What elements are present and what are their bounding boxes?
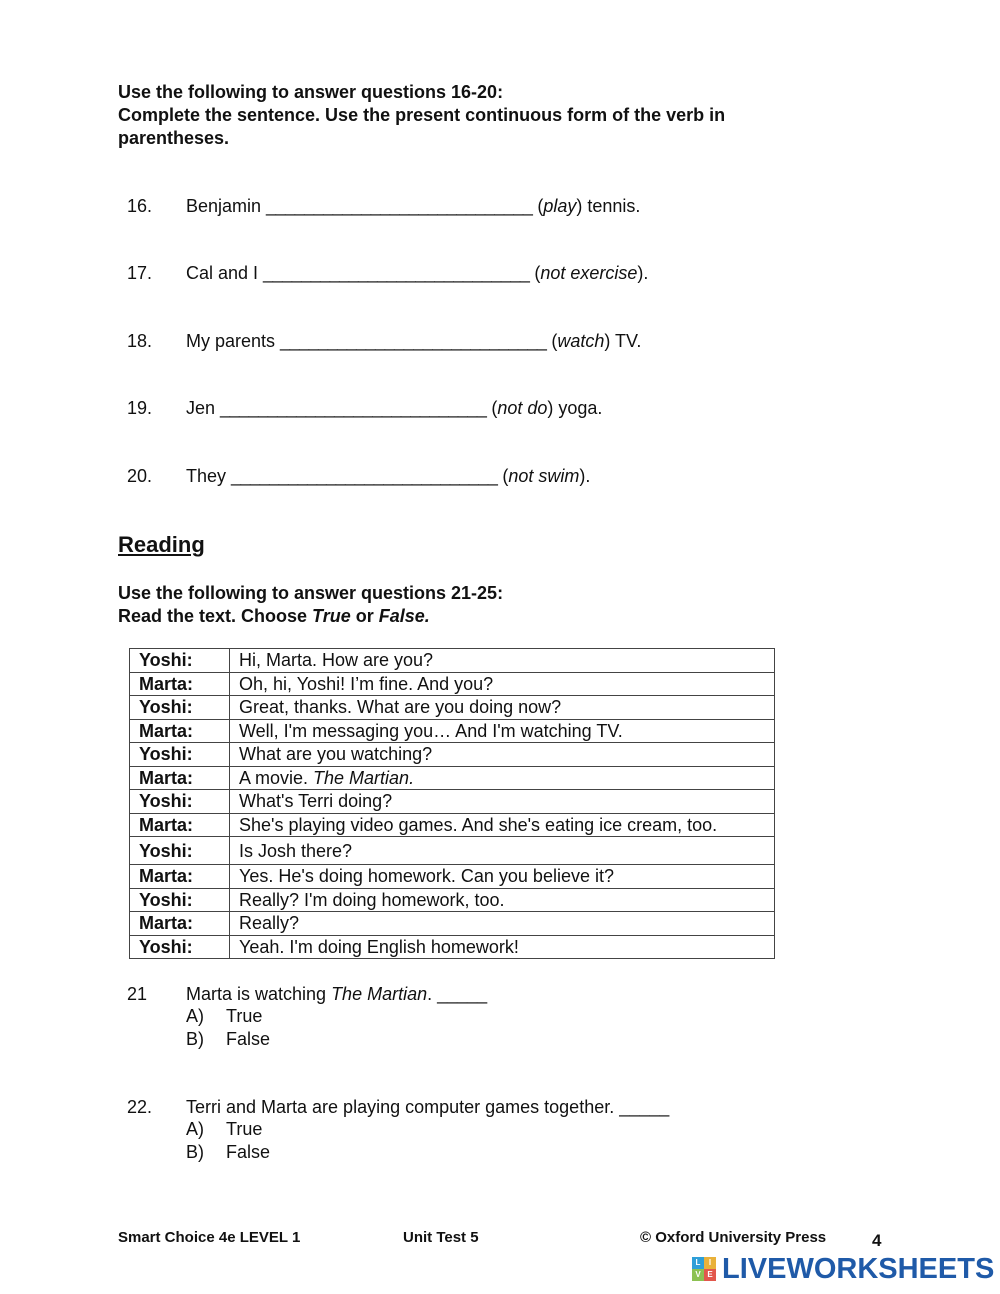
dialogue-line: Yeah. I'm doing English homework!: [230, 935, 775, 959]
dialogue-line: Yes. He's doing homework. Can you believe it?: [230, 865, 775, 889]
dialogue-line: A movie. The Martian.: [230, 766, 775, 790]
verb-hint: watch: [557, 331, 605, 351]
question-text: Marta is watching: [186, 984, 332, 1004]
instruction-line: parentheses.: [118, 128, 230, 148]
footer-publisher: © Oxford University Press: [640, 1229, 827, 1246]
dialogue-row: [130, 696, 775, 720]
question-number: 22.: [127, 1097, 153, 1117]
footer-unit: Unit Test 5: [403, 1229, 479, 1246]
footer-book: Smart Choice 4e LEVEL 1: [118, 1229, 301, 1246]
movie-title: The Martian.: [313, 767, 415, 788]
instruction-21-25: [118, 582, 503, 628]
verb-hint: not swim: [508, 466, 580, 486]
option-letter: B): [186, 1142, 204, 1162]
speaker: Yoshi:: [130, 696, 230, 720]
verb-hint: play: [543, 196, 577, 216]
option-text: True: [226, 1006, 263, 1026]
dialogue-line: Really?: [230, 912, 775, 936]
dialogue-row: [130, 888, 775, 912]
speaker: Marta:: [130, 672, 230, 696]
speaker: Yoshi:: [130, 888, 230, 912]
speaker: Marta:: [130, 813, 230, 837]
question-text: Cal and I: [186, 263, 264, 283]
question-number: 20.: [127, 466, 153, 486]
option-text: False: [226, 1029, 271, 1049]
speaker: Marta:: [130, 766, 230, 790]
option-letter: B): [186, 1029, 204, 1049]
dialogue-line: Great, thanks. What are you doing now?: [230, 696, 775, 720]
dialogue-line: What are you watching?: [230, 743, 775, 767]
speaker: Yoshi:: [130, 837, 230, 865]
dialogue-row: [130, 790, 775, 814]
speaker: Yoshi:: [130, 935, 230, 959]
dialogue-line: She's playing video games. And she's eating ice cream, too.: [230, 813, 775, 837]
instruction-line: Complete the sentence. Use the present continuous form of the verb in: [118, 105, 726, 125]
option-text: False: [226, 1142, 271, 1162]
dialogue-row: [130, 935, 775, 959]
dialogue-row: [130, 719, 775, 743]
dialogue-line: Is Josh there?: [230, 837, 775, 865]
instruction-line: Use the following to answer questions 16-20:: [118, 82, 504, 102]
question-text: Terri and Marta are playing computer games together. _____: [186, 1097, 670, 1117]
speaker: Yoshi:: [130, 743, 230, 767]
reading-heading: Reading: [118, 532, 205, 557]
question-number: 16.: [127, 196, 153, 216]
speaker: Yoshi:: [130, 649, 230, 673]
instruction-line: Use the following to answer questions 21-25:: [118, 583, 504, 603]
dialogue-row: [130, 743, 775, 767]
answer-blank[interactable]: ____________________________: [280, 331, 547, 351]
instruction-line: Read the text. Choose True or False.: [118, 606, 430, 626]
speaker: Marta:: [130, 865, 230, 889]
movie-title: The Martian: [331, 984, 428, 1004]
answer-blank[interactable]: ____________________________: [263, 263, 530, 283]
verb-hint: not exercise: [540, 263, 638, 283]
dialogue-row: [130, 649, 775, 673]
dialogue-row: [130, 912, 775, 936]
answer-blank[interactable]: ____________________________: [231, 466, 498, 486]
question-number: 21: [127, 984, 148, 1004]
speaker: Marta:: [130, 719, 230, 743]
answer-blank[interactable]: . _____: [427, 984, 488, 1004]
verb-hint: not do: [497, 398, 548, 418]
question-text: My parents: [186, 331, 281, 351]
liveworksheets-icon: L I V E: [692, 1257, 716, 1281]
option-letter: A): [186, 1006, 204, 1026]
dialogue-line: Hi, Marta. How are you?: [230, 649, 775, 673]
option-letter: A): [186, 1119, 204, 1139]
answer-blank[interactable]: ____________________________: [220, 398, 487, 418]
dialogue-line: What's Terri doing?: [230, 790, 775, 814]
dialogue-row: [130, 837, 775, 865]
dialogue-line: Really? I'm doing homework, too.: [230, 888, 775, 912]
dialogue-row: [130, 672, 775, 696]
question-text: Benjamin: [186, 196, 267, 216]
option-text: True: [226, 1119, 263, 1139]
question-number: 19.: [127, 398, 153, 418]
speaker: Marta:: [130, 912, 230, 936]
dialogue-row: [130, 813, 775, 837]
instruction-16-20: [118, 81, 725, 150]
watermark-text: LIVEWORKSHEETS: [722, 1252, 995, 1285]
dialogue-row: [130, 865, 775, 889]
page-number: 4: [872, 1231, 882, 1250]
dialogue-line: Oh, hi, Yoshi! I’m fine. And you?: [230, 672, 775, 696]
dialogue-row: [130, 766, 775, 790]
question-number: 17.: [127, 263, 153, 283]
speaker: Yoshi:: [130, 790, 230, 814]
question-number: 18.: [127, 331, 153, 351]
question-text: They: [186, 466, 232, 486]
answer-blank[interactable]: ____________________________: [266, 196, 533, 216]
dialogue-table: [129, 648, 775, 959]
liveworksheets-logo: [692, 1252, 994, 1286]
question-text: Jen: [186, 398, 221, 418]
dialogue-line: Well, I'm messaging you… And I'm watching TV.: [230, 719, 775, 743]
